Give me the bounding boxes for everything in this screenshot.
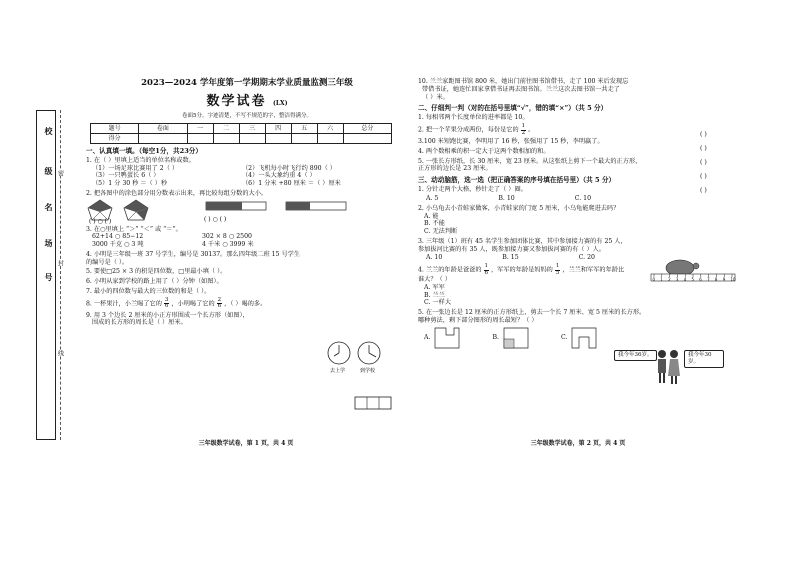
judge-bracket[interactable]: ( ) <box>700 131 707 138</box>
score-input-cell[interactable] <box>343 133 391 143</box>
choice-4-option-a[interactable]: A. 军军 <box>424 283 445 291</box>
judge-3: 3.100 米短跑比赛，李明用了 16 秒，张强用了 15 秒，李明赢了。 <box>418 138 604 146</box>
page-1-footer: 三年级数学试卷，第 1 页，共 4 页 <box>198 440 294 447</box>
score-input-cell[interactable] <box>291 133 317 143</box>
svg-text:( ) ○ ( ): ( ) ○ ( ) <box>204 215 227 223</box>
choice-5-option-c[interactable]: C. <box>560 333 568 341</box>
q1-f: （6）1 分米 +80 厘米 ＝（ ）厘米 <box>242 180 341 188</box>
choice-3: 3. 三年级（1）班有 45 名学生参加团体比赛，其中参加接力赛的有 25 人， <box>418 237 627 245</box>
c4-f1-num: 1 <box>484 263 489 270</box>
j2-num: 1 <box>521 123 526 130</box>
mom-speech-bubble: 我今年30岁。 <box>684 350 724 368</box>
exam-title: 2023—2024 学年度第一学期期末学业质量监测三年级 <box>141 78 353 88</box>
binding-label-name: 名 <box>38 192 54 222</box>
c4-f2-num: 1 <box>555 263 560 270</box>
judge-bracket[interactable]: ( ) <box>700 187 707 194</box>
ruler-number: 8 <box>714 277 718 282</box>
section-1-heading: 一、认真填一填。（每空1分，共23分） <box>86 146 202 155</box>
q8-text-b: ，小明喝了它的 <box>171 300 215 308</box>
q3-c: 3000 千克 ○ 3 吨 <box>92 241 144 249</box>
question-7: 7. 最小的四位数与最大的三位数的和是（ ）。 <box>86 287 211 295</box>
choice-2-option-b[interactable]: B. 不能 <box>424 220 445 228</box>
question-1: 1. 在（ ）里填上适当的单位名称或数。 <box>86 156 195 164</box>
subtitle-tag: (LX) <box>272 99 288 107</box>
choice-5: 5. 在一张边长是 12 厘米的正方形纸上，剪去一个长 7 厘米、宽 5 厘米的长方形。 <box>418 309 646 317</box>
choice-5-cont: 哪种剪法，剩下部分图形的周长最短？（ ） <box>418 316 538 324</box>
judge-4: 4. 两个数相乘的积一定大于这两个数相加的和。 <box>418 147 550 155</box>
score-header-cell: 五 <box>291 123 317 133</box>
ruler-number: 7 <box>707 277 710 282</box>
question-9: 9. 用 3 个边长 2 厘米的小正方形围成一个长方形（如图）， <box>86 311 249 319</box>
ruler-number: 0 <box>652 277 656 282</box>
parents-icon <box>656 348 680 386</box>
score-table <box>90 123 392 144</box>
score-header-cell: 六 <box>317 123 343 133</box>
choice-4-fraction-1 <box>484 264 490 276</box>
cut-shape-a-icon <box>434 327 460 349</box>
binding-strip <box>34 110 64 440</box>
section-3-heading: 三、动动脑筋，选一选（把正确答案的序号填在括号里）（共 5 分） <box>418 176 616 185</box>
q1-e: （5）1 分 30 秒 ＝（ ）秒 <box>92 180 168 188</box>
exam-note: 卷面5分。字迹清楚，不写不规范的字，整洁得满分。 <box>181 112 312 119</box>
question-2: 2. 把各图中的涂色部分用分数表示出来，再比较每组分数的大小。 <box>86 189 268 197</box>
judge-2-end: 。 <box>528 126 535 134</box>
score-header-cell: 三 <box>239 123 265 133</box>
page-2-footer: 三年级数学试卷，第 2 页，共 4 页 <box>530 440 626 447</box>
choice-3-option-c[interactable]: C. 20 <box>578 254 595 262</box>
score-input-cell[interactable] <box>139 133 187 143</box>
question-4: 4. 小明是三年级一班 37 号学生，编号是 30137。那么四年级二班 15 号学生 <box>86 250 301 258</box>
choice-3-option-b[interactable]: B. 15 <box>502 254 519 262</box>
judge-bracket[interactable]: ( ) <box>700 145 707 152</box>
question-4-cont: 的编号是（ ）。 <box>86 258 129 266</box>
svg-text:( ) ○ ( ): ( ) ○ ( ) <box>89 217 112 224</box>
question-8 <box>86 298 408 310</box>
choice-4-fraction-2 <box>555 264 561 276</box>
choice-4-cont: 谁大？（ ） <box>418 276 451 284</box>
clock-label-2: 到学校 <box>360 368 376 374</box>
q8-text-c: ，（ ）喝的多。 <box>224 300 267 308</box>
choice-5-options <box>424 327 738 349</box>
turtle-icon <box>666 260 694 276</box>
q8-fraction-1 <box>164 298 170 310</box>
score-header-cell: 一 <box>187 123 213 133</box>
ruler-number: 6 <box>699 277 702 282</box>
binding-label-room: 场 <box>38 228 54 258</box>
choice-4-text-c: ，兰兰和军军的年龄比 <box>562 266 625 274</box>
score-input-cell[interactable] <box>317 133 343 143</box>
judge-2 <box>418 124 738 136</box>
choice-2-option-a[interactable]: A. 能 <box>424 212 439 220</box>
score-input-cell[interactable] <box>213 133 239 143</box>
turtle-ruler-figure <box>650 256 736 282</box>
score-header-cell: 二 <box>213 123 239 133</box>
binding-label-school: 校 <box>38 116 54 146</box>
choice-1-option-a[interactable]: A. 5 <box>426 195 439 203</box>
q9-rectangle-figure <box>354 396 394 412</box>
cut-shape-c-icon <box>571 327 597 349</box>
question-6: 6. 小明从家到学校的路上用了（ ）分钟（如图）。 <box>86 278 223 286</box>
q3-b: 302 × 8 ○ 2500 <box>202 233 252 241</box>
choice-5-option-b[interactable]: B. <box>492 333 499 341</box>
score-header-cell: 卷面 <box>139 123 187 133</box>
choice-4-option-b[interactable]: B. 兰兰 <box>424 291 445 299</box>
binding-label-number: 号 <box>38 262 54 292</box>
q1-b: （2）飞机每小时飞行约 890（ ） <box>242 164 336 172</box>
ruler-number: 5 <box>691 277 695 282</box>
page-1 <box>86 78 408 447</box>
ruler-number: 9 <box>722 277 726 282</box>
binding-label-class: 级 <box>38 156 54 186</box>
ruler-number: 10 <box>730 277 736 282</box>
score-input-cell[interactable] <box>239 133 265 143</box>
judge-1: 1. 每相邻两个长度单位的进率都是 10。 <box>418 114 529 122</box>
q8-f2-den: 6 <box>217 303 222 310</box>
q1-d: （4）一头大象约重 4（ ） <box>242 172 316 180</box>
ruler-number: 1 <box>660 277 663 282</box>
ruler-number: 3 <box>675 277 679 282</box>
c4-f1-den: 6 <box>484 269 489 276</box>
question-10-cont: 带借书证，她连忙回家拿借书证再去图书馆。兰兰这次去图书馆一共走了 <box>422 85 620 93</box>
choice-4-text-a: 4. 兰兰的年龄是爸爸的 <box>418 266 482 274</box>
choice-2: 2. 小乌龟去小青蛙家做客，小青蛙家的门宽 5 厘米，小乌龟能爬进去吗？ <box>418 204 620 212</box>
choice-4-text-b: ，军军的年龄是妈妈的 <box>491 266 553 274</box>
judge-bracket[interactable]: ( ) <box>700 159 707 166</box>
score-row-label: 得分 <box>91 133 139 143</box>
question-10-answer: （ ）米。 <box>422 93 449 101</box>
cut-shape-b-icon <box>503 327 529 349</box>
subtitle-text: 数学试卷 <box>206 93 267 109</box>
question-3: 3. 在○里填上 “＞” “＜” 或 “＝”。 <box>86 225 182 233</box>
parents-figure <box>614 348 724 388</box>
judge-brackets <box>700 128 707 198</box>
choice-1-option-c[interactable]: C. 10 <box>574 195 592 203</box>
j2-den: 2 <box>521 129 526 136</box>
score-header-cell: 总分 <box>343 123 391 133</box>
section-2-heading: 二、仔细判一判（对的在括号里填“√”，错的填“×”）（共 5 分） <box>418 104 608 113</box>
judge-bracket[interactable]: ( ) <box>700 173 707 180</box>
q8-fraction-2 <box>217 298 223 310</box>
score-input-cell[interactable] <box>265 133 291 143</box>
seal-mark-xian: 线 <box>56 350 64 356</box>
score-header-cell: 四 <box>265 123 291 133</box>
page-2 <box>418 78 738 447</box>
choice-1-option-b[interactable]: B. 10 <box>498 195 515 203</box>
judge-2-fraction <box>521 124 527 136</box>
choice-5-option-a[interactable]: A. <box>424 333 431 341</box>
judge-2-text: 2. 把一个苹果分成两份，每份是它的 <box>418 126 519 134</box>
q8-f2-num: 2 <box>217 296 222 303</box>
q2-figures <box>86 198 408 224</box>
choice-3-cont: 参加拔河比赛的有 35 人，既参加接力赛又参加拔河赛的有（ ）人。 <box>418 245 606 253</box>
dad-speech-bubble: 我今年36岁。 <box>614 350 657 361</box>
ruler-number: 2 <box>668 277 671 282</box>
score-input-cell[interactable] <box>187 133 213 143</box>
judge-5-cont: 正方形的边长是 23 厘米。 <box>418 165 492 173</box>
clock-figure <box>326 340 388 374</box>
seal-mark-mi: 密 <box>56 170 64 176</box>
question-9-cont: 围成的长方形的周长是（ ）厘米。 <box>92 319 187 327</box>
choice-1: 1. 分针走两个大格，秒针走了（ ）圈。 <box>418 186 527 194</box>
q3-a: 62+14 ○ 85−12 <box>92 233 144 241</box>
judge-5: 5. 一张长方形纸，长 30 厘米，宽 23 厘米。从这张纸上剪下一个最大的正方形， <box>418 157 642 165</box>
fraction-figures-svg <box>86 198 386 224</box>
score-header-cell: 题号 <box>91 123 139 133</box>
q8-f1-den: 6 <box>164 303 169 310</box>
question-10: 10. 兰兰家距图书馆 800 米，她出门前往图书馆借书，走了 100 米后发现忘 <box>418 78 629 85</box>
choice-3-option-a[interactable]: A. 10 <box>426 254 443 262</box>
choice-2-option-c[interactable]: C. 无法判断 <box>424 228 458 236</box>
q8-text-a: 8. 一杯果汁，小兰喝了它的 <box>86 300 162 308</box>
q1-a: （1）一场足球比赛用了 2（ ） <box>92 164 179 172</box>
question-5: 5. 要使□25 × 3 的积是四位数，□里最小填（ ）。 <box>86 268 227 276</box>
clock-label-1: 去上学 <box>330 368 346 374</box>
seal-mark-feng: 封 <box>56 260 64 266</box>
q8-f1-num: 3 <box>164 296 169 303</box>
seal-line <box>60 110 61 440</box>
q3-d: 4 千米 ○ 3999 米 <box>202 241 254 249</box>
q1-c: （3）一只鸭蛋长 6（ ） <box>92 172 160 180</box>
c4-f2-den: 5 <box>555 269 560 276</box>
choice-4-option-c[interactable]: C. 一样大 <box>424 299 452 307</box>
exam-subtitle <box>86 94 408 110</box>
ruler-number: 4 <box>683 277 687 282</box>
